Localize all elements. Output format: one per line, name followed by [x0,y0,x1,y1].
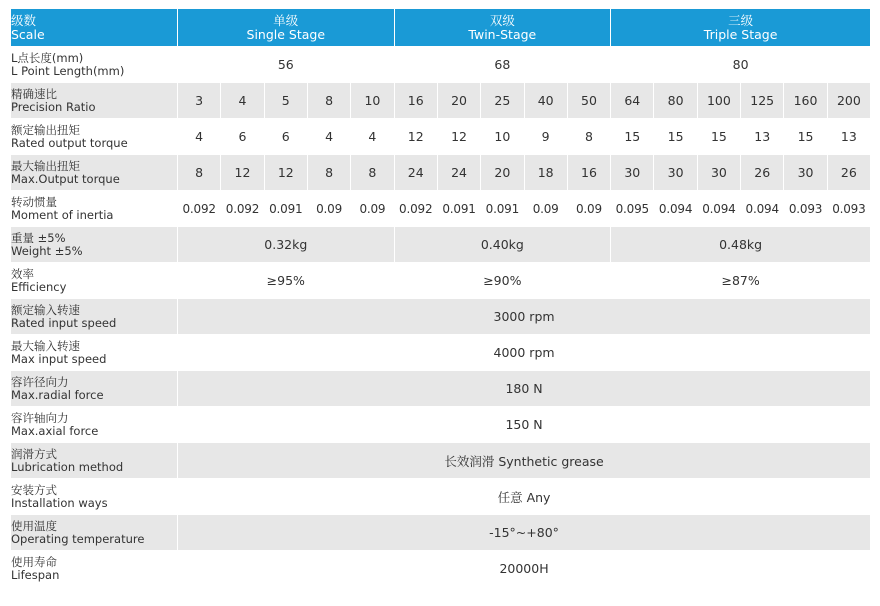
value-cell: 25 [481,83,524,119]
value-cell: 0.091 [264,191,307,227]
value-cell: 80 [654,83,697,119]
row-label-zh: 额定输出扭矩 [11,122,80,137]
header-group-single [178,9,395,47]
group-value-cell: 0.32kg [178,227,395,263]
value-cell: 200 [827,83,870,119]
value-cell: 100 [697,83,740,119]
row-label [11,119,178,155]
value-cell: 20 [437,83,480,119]
value-cell: 0.094 [741,191,784,227]
span-value-cell: 180 N [178,371,871,407]
value-cell: 8 [307,155,350,191]
row-label-en: Max.Output torque [11,171,120,186]
value-cell: 30 [611,155,654,191]
value-cell: 12 [394,119,437,155]
row-label-zh: 润滑方式 [11,446,57,461]
spec-row-l-point [11,47,871,83]
spec-row-temperature [11,515,871,551]
spec-row-lubrication [11,443,871,479]
value-cell: 15 [784,119,827,155]
value-cell: 40 [524,83,567,119]
value-cell: 8 [307,83,350,119]
group-value-cell: 0.40kg [394,227,611,263]
row-label [11,551,178,587]
row-label-en: Rated input speed [11,315,117,330]
spec-row-max-torque [11,155,871,191]
value-cell: 6 [264,119,307,155]
group-zh: 三级 [728,12,754,28]
span-value-cell: 长效润滑 Synthetic grease [178,443,871,479]
value-cell: 15 [611,119,654,155]
row-label-zh: 容许径向力 [11,374,69,389]
span-value-cell: 3000 rpm [178,299,871,335]
value-cell: 0.09 [524,191,567,227]
header-row [11,9,871,47]
group-value-cell: ≥90% [394,263,611,299]
value-cell: 8 [178,155,221,191]
row-label-zh: 最大输出扭矩 [11,158,80,173]
value-cell: 4 [351,119,394,155]
spec-row-lifespan [11,551,871,587]
spec-row-rated-speed [11,299,871,335]
row-label-zh: 精确速比 [11,86,57,101]
value-cell: 30 [654,155,697,191]
row-label-en: Efficiency [11,279,67,294]
header-label-en: Scale [11,26,45,42]
value-cell: 24 [394,155,437,191]
row-label [11,335,178,371]
value-cell: 50 [567,83,610,119]
value-cell: 4 [221,83,264,119]
value-cell: 4 [307,119,350,155]
value-cell: 16 [567,155,610,191]
row-label [11,443,178,479]
row-label [11,47,178,83]
value-cell: 8 [567,119,610,155]
value-cell: 26 [741,155,784,191]
value-cell: 0.09 [567,191,610,227]
spec-table [10,8,871,587]
value-cell: 0.09 [307,191,350,227]
row-label-en: Precision Ratio [11,99,96,114]
value-cell: 30 [697,155,740,191]
row-label-en: Max input speed [11,351,107,366]
value-cell: 24 [437,155,480,191]
spec-row-axial-force [11,407,871,443]
row-label-en: Rated output torque [11,135,128,150]
group-value-cell: ≥95% [178,263,395,299]
header-group-triple [611,9,871,47]
span-value-cell: -15°~+80° [178,515,871,551]
value-cell: 20 [481,155,524,191]
value-cell: 160 [784,83,827,119]
value-cell: 12 [221,155,264,191]
value-cell: 9 [524,119,567,155]
value-cell: 4 [178,119,221,155]
row-label-en: Moment of inertia [11,207,114,222]
row-label-zh: 容许轴向力 [11,410,69,425]
row-label [11,407,178,443]
value-cell: 16 [394,83,437,119]
value-cell: 0.095 [611,191,654,227]
value-cell: 0.091 [481,191,524,227]
value-cell: 15 [654,119,697,155]
spec-row-weight [11,227,871,263]
value-cell: 0.09 [351,191,394,227]
row-label [11,299,178,335]
row-label-en: Operating temperature [11,531,145,546]
value-cell: 0.092 [221,191,264,227]
value-cell: 30 [784,155,827,191]
row-label-zh: 转动惯量 [11,194,57,209]
value-cell: 125 [741,83,784,119]
value-cell: 0.091 [437,191,480,227]
group-value-cell: 80 [611,47,871,83]
spec-row-installation [11,479,871,515]
row-label [11,479,178,515]
row-label-en: Lifespan [11,567,60,582]
span-value-cell: 20000H [178,551,871,587]
header-label-zh: 级数 [11,12,37,28]
row-label-zh: L点长度(mm) [11,50,84,65]
row-label [11,371,178,407]
header-group-twin [394,9,611,47]
spec-row-radial-force [11,371,871,407]
span-value-cell: 4000 rpm [178,335,871,371]
value-cell: 13 [827,119,870,155]
group-value-cell: 68 [394,47,611,83]
value-cell: 13 [741,119,784,155]
value-cell: 12 [264,155,307,191]
group-value-cell: 0.48kg [611,227,871,263]
value-cell: 26 [827,155,870,191]
row-label [11,191,178,227]
row-label-zh: 重量 ±5% [11,230,66,245]
value-cell: 0.094 [654,191,697,227]
span-value-cell: 任意 Any [178,479,871,515]
header-label [11,9,178,47]
value-cell: 0.093 [827,191,870,227]
row-label-zh: 最大输入转速 [11,338,80,353]
group-en: Single Stage [246,26,326,42]
row-label-en: Max.axial force [11,423,99,438]
spec-row-rated-torque [11,119,871,155]
row-label [11,155,178,191]
row-label-en: Weight ±5% [11,243,83,258]
value-cell: 0.093 [784,191,827,227]
value-cell: 12 [437,119,480,155]
value-cell: 64 [611,83,654,119]
value-cell: 18 [524,155,567,191]
row-label-zh: 使用寿命 [11,554,57,569]
value-cell: 10 [351,83,394,119]
row-label [11,83,178,119]
row-label [11,515,178,551]
row-label-zh: 安装方式 [11,482,57,497]
group-en: Triple Stage [703,26,778,42]
row-label-zh: 额定输入转速 [11,302,80,317]
spec-row-efficiency [11,263,871,299]
spec-row-max-speed [11,335,871,371]
spec-row-inertia [11,191,871,227]
value-cell: 0.092 [394,191,437,227]
row-label-en: L Point Length(mm) [11,63,125,78]
value-cell: 5 [264,83,307,119]
value-cell: 3 [178,83,221,119]
group-value-cell: ≥87% [611,263,871,299]
row-label-zh: 使用温度 [11,518,57,533]
group-zh: 单级 [273,12,299,28]
value-cell: 10 [481,119,524,155]
value-cell: 0.092 [178,191,221,227]
row-label-en: Max.radial force [11,387,104,402]
value-cell: 0.094 [697,191,740,227]
value-cell: 8 [351,155,394,191]
row-label-en: Lubrication method [11,459,124,474]
spec-row-ratio [11,83,871,119]
span-value-cell: 150 N [178,407,871,443]
row-label [11,263,178,299]
row-label-zh: 效率 [11,266,34,281]
group-en: Twin-Stage [468,26,537,42]
group-zh: 双级 [489,12,515,28]
row-label [11,227,178,263]
value-cell: 6 [221,119,264,155]
value-cell: 15 [697,119,740,155]
group-value-cell: 56 [178,47,395,83]
row-label-en: Installation ways [11,495,108,510]
